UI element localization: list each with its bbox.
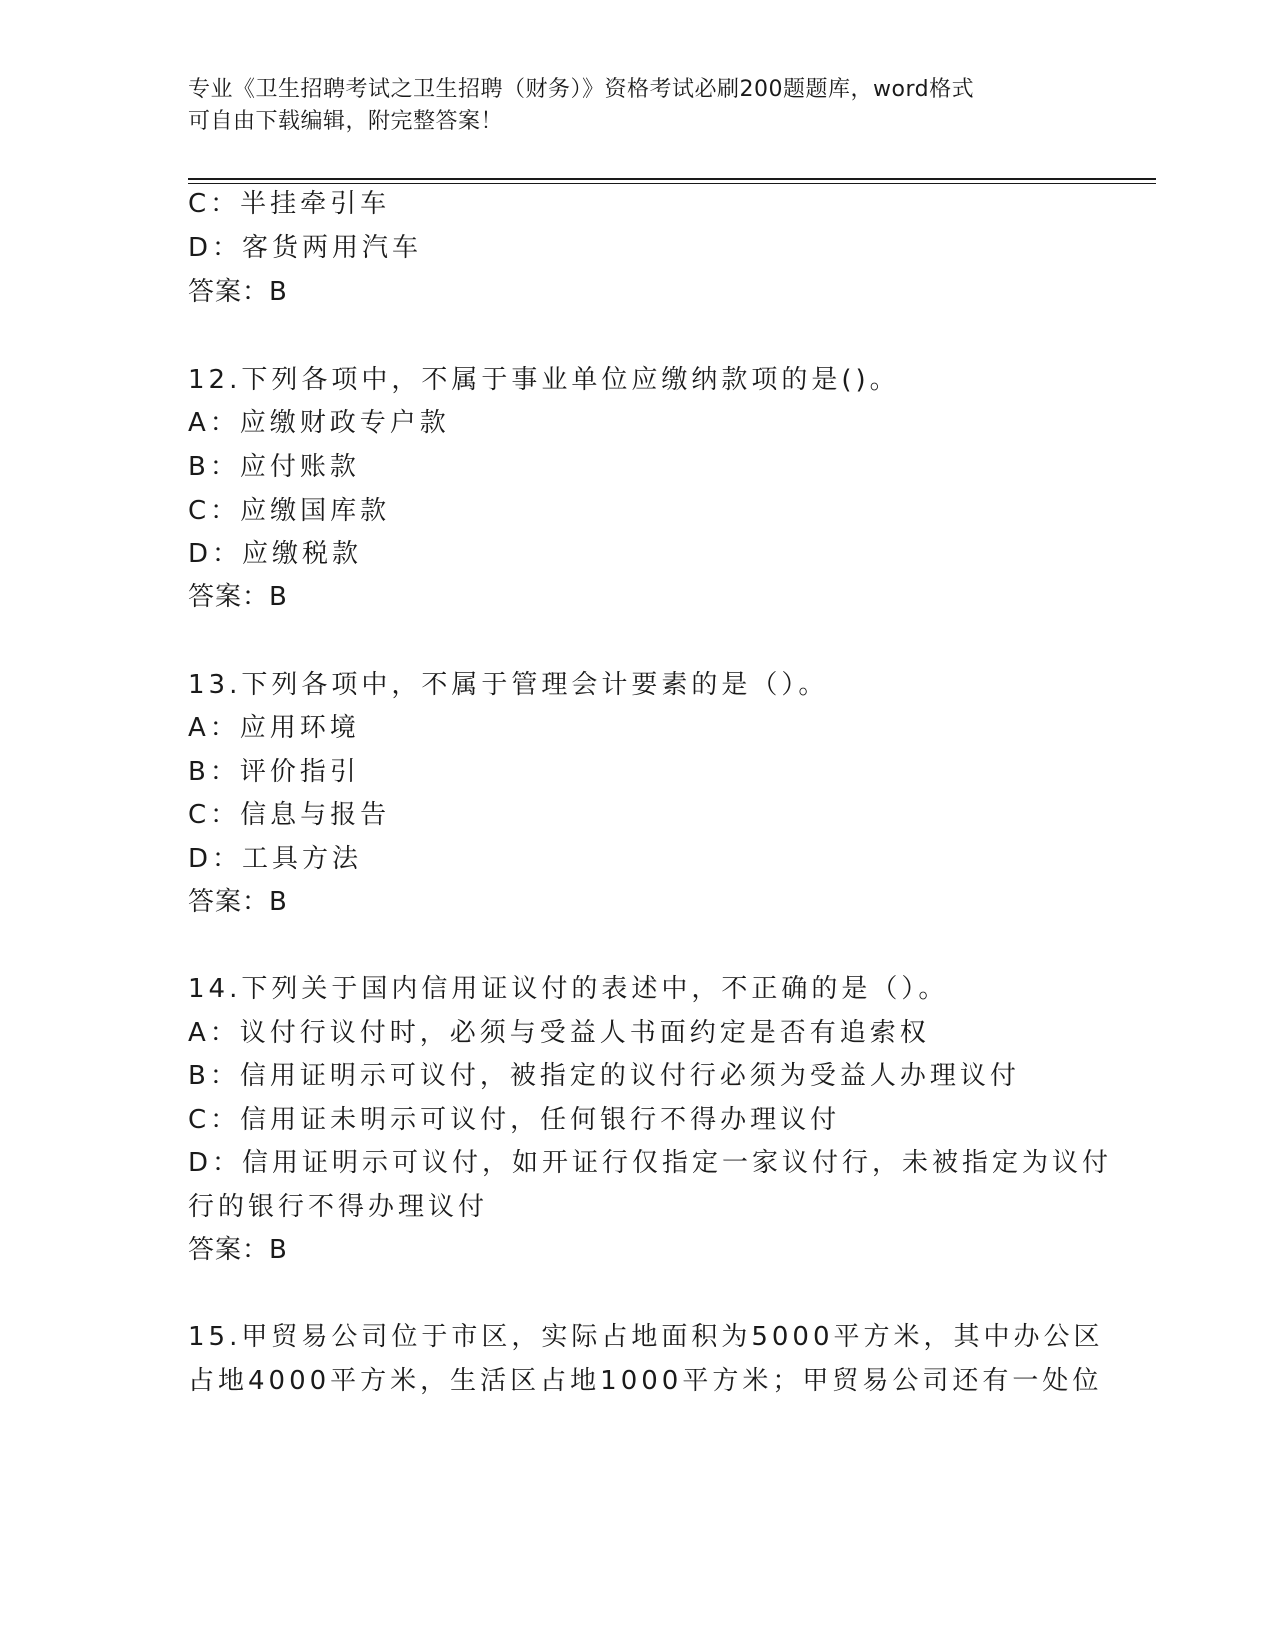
option-c: C：信用证未明示可议付，任何银行不得办理议付 — [188, 1105, 841, 1135]
header-divider-top — [188, 178, 1156, 180]
answer-line: 答案：B — [188, 277, 288, 307]
option-c: C：半挂牵引车 — [188, 189, 391, 219]
option-d-continued: 行的银行不得办理议付 — [188, 1192, 489, 1222]
answer-line: 答案：B — [188, 1235, 288, 1265]
option-b: B：评价指引 — [188, 757, 360, 787]
header-divider-bottom — [188, 183, 1156, 184]
option-d: D：工具方法 — [188, 844, 363, 874]
option-c: C：信息与报告 — [188, 800, 391, 830]
question-stem-continued: 占地4000平方米，生活区占地1000平方米；甲贸易公司还有一处位 — [188, 1366, 1103, 1396]
question-stem: 14.下列关于国内信用证议付的表述中，不正确的是（）。 — [188, 974, 949, 1004]
option-b: B：信用证明示可议付，被指定的议付行必须为受益人办理议付 — [188, 1061, 1020, 1091]
header-title-line-2: 可自由下载编辑，附完整答案！ — [188, 109, 504, 134]
option-a: A：应用环境 — [188, 713, 360, 743]
option-d: D：客货两用汽车 — [188, 233, 423, 263]
question-stem: 13.下列各项中，不属于管理会计要素的是（）。 — [188, 670, 829, 700]
option-d: D：信用证明示可议付，如开证行仅指定一家议付行，未被指定为议付 — [188, 1148, 1113, 1178]
option-a: A：议付行议付时，必须与受益人书面约定是否有追索权 — [188, 1018, 930, 1048]
answer-line: 答案：B — [188, 887, 288, 917]
option-c: C：应缴国库款 — [188, 496, 391, 526]
answer-line: 答案：B — [188, 582, 288, 612]
option-a: A：应缴财政专户款 — [188, 408, 450, 438]
header-title-line-1: 专业《卫生招聘考试之卫生招聘（财务）》资格考试必刷200题题库，word格式 — [188, 77, 975, 102]
question-stem: 15.甲贸易公司位于市区，实际占地面积为5000平方米，其中办公区 — [188, 1322, 1104, 1352]
option-d: D：应缴税款 — [188, 539, 363, 569]
question-stem: 12.下列各项中，不属于事业单位应缴纳款项的是()。 — [188, 365, 900, 395]
document-header — [188, 74, 1068, 138]
option-b: B：应付账款 — [188, 452, 360, 482]
